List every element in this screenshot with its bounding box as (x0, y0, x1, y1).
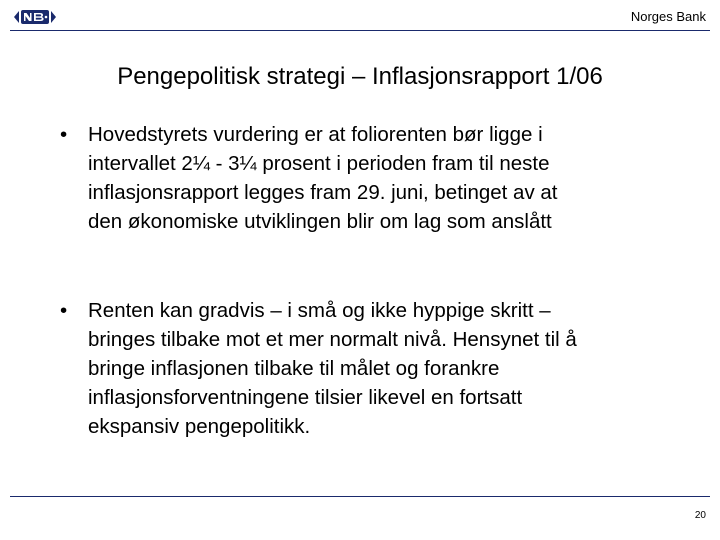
bullet-line: inflasjonsrapport legges fram 29. juni, betinget av at (88, 181, 558, 204)
slide-title: Pengepolitisk strategi – Inflasjonsrapport 1/06 (117, 63, 603, 90)
bullet-line: den økonomiske utviklingen blir om lag som anslått (88, 210, 552, 233)
bullet-line: inflasjonsforventningene tilsier likevel en fortsatt (88, 386, 523, 409)
bullet-line: ekspansiv pengepolitikk. (88, 415, 311, 438)
bullet-item (60, 296, 700, 441)
bullet-line: intervallet 2¼ - 3¼ prosent i perioden fram til neste (88, 152, 550, 175)
bullet-line: Renten kan gradvis – i små og ikke hyppige skritt – (88, 299, 551, 322)
bank-name: Norges Bank (630, 9, 706, 24)
bullet-list (60, 120, 700, 441)
norges-bank-logo-icon (12, 7, 58, 27)
bullet-marker: • (60, 299, 68, 322)
bullet-line: bringe inflasjonen tilbake til målet og forankre (88, 357, 500, 380)
footer-divider (10, 496, 710, 497)
page-number: 20 (694, 510, 706, 521)
bullet-item (60, 120, 700, 236)
bullet-line: bringes tilbake mot et mer normalt nivå. Hensynet til å (88, 328, 577, 351)
bullet-marker: • (60, 123, 68, 146)
header-divider (10, 30, 710, 31)
bullet-line: Hovedstyrets vurdering er at foliorenten bør ligge i (88, 123, 543, 146)
